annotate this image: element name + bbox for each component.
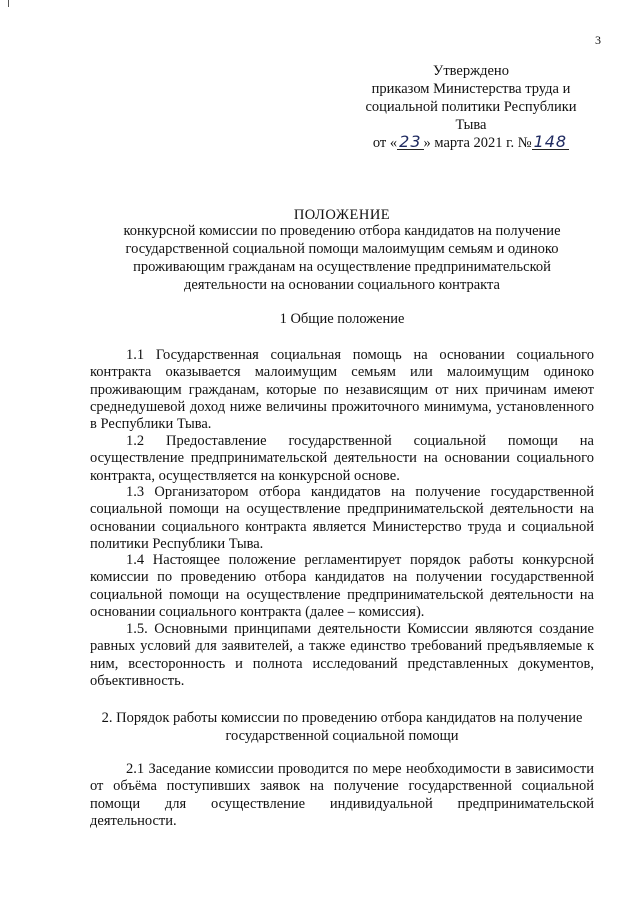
paragraph-2-1: 2.1 Заседание комиссии проводится по мере необходимости в зависимости от объёма поступивших заявок на получение государственной социальной помощи для осуществление индивидуальной предпринимательской деятельности. bbox=[90, 761, 594, 829]
handwritten-day: 23 bbox=[399, 132, 422, 151]
approval-line: приказом Министерства труда и bbox=[371, 81, 571, 97]
approval-line: Утверждено bbox=[433, 63, 509, 79]
approval-date-prefix: от « bbox=[372, 135, 398, 151]
paragraph-1-1: 1.1 Государственная социальная помощь на основании социального контракта оказывается малоимущим семьям или малоимущим одиноко проживающим гражданам, которые по независящим от них причинам имеют среднедушевой доход ниже величины прожиточного минимума, установленного в Республики Тыва. bbox=[90, 347, 594, 433]
document-title: ПОЛОЖЕНИЕ bbox=[293, 207, 391, 223]
approval-line: Тыва bbox=[455, 117, 487, 133]
approval-date-middle: » марта 2021 г. № bbox=[423, 135, 532, 151]
paragraph-1-5: 1.5. Основными принципами деятельности Комиссии являются создание равных условий для заявителей, а также единство требований предъявляемые к ним, всесторонность и полнота исследований представленных документов, объективность. bbox=[90, 621, 594, 689]
approval-block bbox=[340, 62, 602, 152]
section-2-heading: 2. Порядок работы комиссии по проведению отбора кандидатов на получение государственной социальной помощи bbox=[101, 710, 583, 744]
paragraph-1-3: 1.3 Организатором отбора кандидатов на получение государственной социальной помощи на осуществление предпринимательской деятельности на основании социального контракта является Министерство труда и социальной политики Республики Тыва. bbox=[90, 484, 594, 552]
approval-date-line bbox=[340, 134, 602, 152]
scan-corner-mark bbox=[8, 0, 9, 7]
approval-line: социальной политики Республики bbox=[365, 99, 577, 115]
paragraph-1-4: 1.4 Настоящее положение регламентирует порядок работы конкурсной комиссии по проведению отбора кандидатов на получении государственной социальной помощи на осуществление предпринимательской деятельности на основании социального контракта (далее – комиссия). bbox=[90, 552, 594, 620]
document-subtitle: конкурсной комиссии по проведению отбора кандидатов на получение государственной социальной помощи малоимущим семьям и одиноко проживающим гражданам на осуществление предпринимательской деятельности на основании социального контракта bbox=[123, 223, 561, 293]
section-1-heading: 1 Общие положение bbox=[279, 311, 405, 327]
page-number: 3 bbox=[595, 33, 601, 47]
paragraph-1-2: 1.2 Предоставление государственной социальной помощи на осуществление предпринимательской деятельности на основании социального контракта, осуществляется на конкурсной основе. bbox=[90, 433, 594, 484]
handwritten-order-number: 148 bbox=[533, 132, 568, 151]
